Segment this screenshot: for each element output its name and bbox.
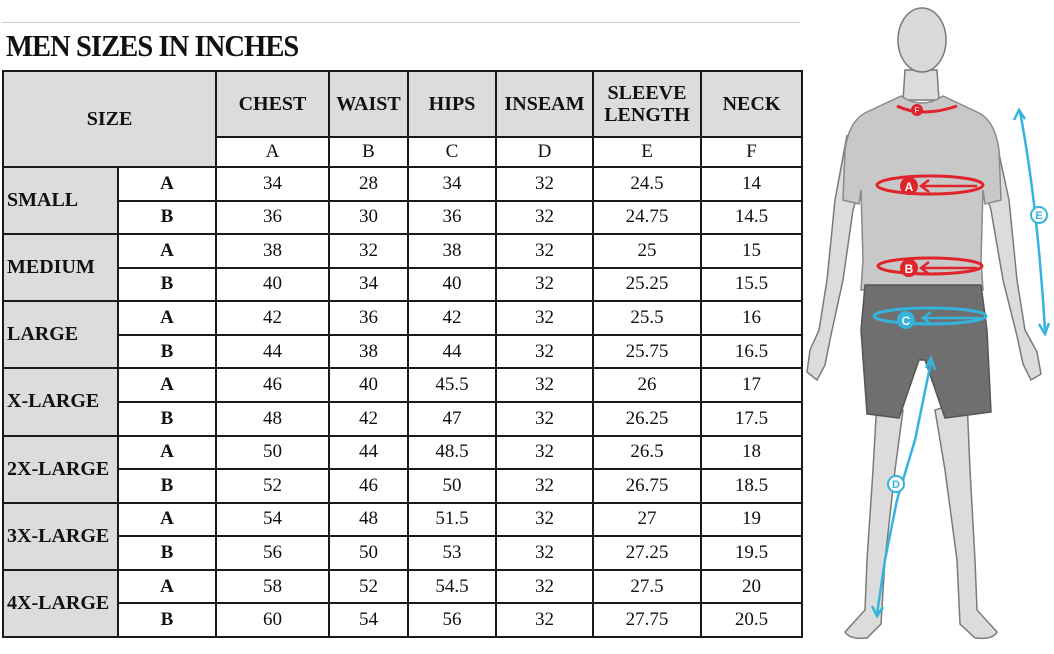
measurement-cell: 25.25 xyxy=(593,268,701,302)
table-row xyxy=(3,234,802,268)
column-header-chest: CHEST xyxy=(216,71,329,137)
measurement-cell: 40 xyxy=(216,268,329,302)
measurement-cell: 15.5 xyxy=(701,268,802,302)
marker-f-label: F xyxy=(914,106,920,115)
measurement-cell: 15 xyxy=(701,234,802,268)
measurement-cell: 32 xyxy=(496,335,593,369)
measurement-cell: 14.5 xyxy=(701,201,802,235)
measurement-cell: 26 xyxy=(593,368,701,402)
measurement-cell: 32 xyxy=(496,503,593,537)
table-row xyxy=(3,469,802,503)
measurement-cell: 52 xyxy=(329,570,408,604)
measurement-cell: 25.75 xyxy=(593,335,701,369)
measurement-cell: 24.5 xyxy=(593,167,701,201)
measurement-cell: 27.5 xyxy=(593,570,701,604)
head xyxy=(898,8,946,72)
measurement-cell: 47 xyxy=(408,402,496,436)
measurement-cell: 36 xyxy=(329,301,408,335)
measurement-cell: 44 xyxy=(216,335,329,369)
measurement-cell: 46 xyxy=(329,469,408,503)
sub-size-label: A xyxy=(118,368,216,402)
size-group-label: LARGE xyxy=(3,301,118,368)
column-letter-a: A xyxy=(216,137,329,167)
sub-size-label: B xyxy=(118,402,216,436)
measurement-cell: 34 xyxy=(216,167,329,201)
marker-a-label: A xyxy=(904,180,914,194)
column-header-waist: WAIST xyxy=(329,71,408,137)
table-row xyxy=(3,603,802,637)
sub-size-label: B xyxy=(118,201,216,235)
measurement-cell: 32 xyxy=(496,201,593,235)
measurement-cell: 38 xyxy=(329,335,408,369)
neck xyxy=(903,70,939,100)
table-row xyxy=(3,201,802,235)
measurement-cell: 32 xyxy=(496,603,593,637)
table-row xyxy=(3,436,802,470)
measurement-cell: 28 xyxy=(329,167,408,201)
table-row xyxy=(3,167,802,201)
measurement-cell: 18 xyxy=(701,436,802,470)
measurement-cell: 18.5 xyxy=(701,469,802,503)
column-header-sleeve-length xyxy=(593,71,701,137)
measurement-cell: 26.5 xyxy=(593,436,701,470)
measurement-cell: 52 xyxy=(216,469,329,503)
measurement-cell: 17.5 xyxy=(701,402,802,436)
column-header-inseam: INSEAM xyxy=(496,71,593,137)
measurement-cell: 32 xyxy=(496,570,593,604)
measurement-cell: 32 xyxy=(329,234,408,268)
sub-size-label: A xyxy=(118,570,216,604)
table-row xyxy=(3,268,802,302)
sleeve-label-line2: LENGTH xyxy=(604,104,690,126)
column-letter-f: F xyxy=(701,137,802,167)
measurement-cell: 48 xyxy=(329,503,408,537)
measurement-cell: 42 xyxy=(408,301,496,335)
sleeve-label-line1: SLEEVE xyxy=(607,82,687,104)
table-row xyxy=(3,503,802,537)
table-row xyxy=(3,335,802,369)
table-row xyxy=(3,570,802,604)
sub-size-label: A xyxy=(118,301,216,335)
table-row xyxy=(3,301,802,335)
measurement-cell: 34 xyxy=(329,268,408,302)
measurement-cell: 48 xyxy=(216,402,329,436)
size-group-label: 4X-LARGE xyxy=(3,570,118,637)
size-group-label: X-LARGE xyxy=(3,368,118,435)
measurement-cell: 32 xyxy=(496,234,593,268)
sub-size-label: B xyxy=(118,335,216,369)
shorts xyxy=(861,285,991,418)
size-group-label: 2X-LARGE xyxy=(3,436,118,503)
right-leg xyxy=(935,400,997,638)
table-row xyxy=(3,536,802,570)
measurement-cell: 30 xyxy=(329,201,408,235)
measurement-cell: 36 xyxy=(216,201,329,235)
sub-size-label: A xyxy=(118,436,216,470)
measurement-cell: 19 xyxy=(701,503,802,537)
column-letter-e: E xyxy=(593,137,701,167)
sub-size-label: B xyxy=(118,603,216,637)
measurement-cell: 20 xyxy=(701,570,802,604)
measurement-cell: 46 xyxy=(216,368,329,402)
measurement-cell: 56 xyxy=(216,536,329,570)
measurement-cell: 26.75 xyxy=(593,469,701,503)
column-header-hips: HIPS xyxy=(408,71,496,137)
measurement-cell: 32 xyxy=(496,402,593,436)
sub-size-label: B xyxy=(118,268,216,302)
size-group-label: SMALL xyxy=(3,167,118,234)
measurement-cell: 40 xyxy=(408,268,496,302)
measurement-cell: 44 xyxy=(329,436,408,470)
column-letter-c: C xyxy=(408,137,496,167)
table-row xyxy=(3,368,802,402)
measurement-cell: 50 xyxy=(329,536,408,570)
measurement-cell: 20.5 xyxy=(701,603,802,637)
column-letter-d: D xyxy=(496,137,593,167)
measurement-cell: 50 xyxy=(216,436,329,470)
measurement-cell: 56 xyxy=(408,603,496,637)
measurement-cell: 44 xyxy=(408,335,496,369)
size-group-label: 3X-LARGE xyxy=(3,503,118,570)
table-row xyxy=(3,402,802,436)
measurement-cell: 34 xyxy=(408,167,496,201)
measurement-cell: 27 xyxy=(593,503,701,537)
measurement-cell: 32 xyxy=(496,301,593,335)
measurement-cell: 42 xyxy=(329,402,408,436)
measurement-cell: 27.25 xyxy=(593,536,701,570)
page-title: MEN SIZES IN INCHES xyxy=(6,28,299,63)
measurement-cell: 14 xyxy=(701,167,802,201)
measurement-cell: 27.75 xyxy=(593,603,701,637)
measurement-cell: 24.75 xyxy=(593,201,701,235)
measurement-cell: 60 xyxy=(216,603,329,637)
measurement-cell: 32 xyxy=(496,536,593,570)
measurement-cell: 19.5 xyxy=(701,536,802,570)
sub-size-label: A xyxy=(118,503,216,537)
measurement-cell: 16 xyxy=(701,301,802,335)
measurement-cell: 32 xyxy=(496,368,593,402)
measurement-cell: 26.25 xyxy=(593,402,701,436)
marker-c-label: C xyxy=(901,314,911,328)
measurement-cell: 25 xyxy=(593,234,701,268)
measurement-cell: 54 xyxy=(216,503,329,537)
measurement-cell: 38 xyxy=(408,234,496,268)
measurement-cell: 42 xyxy=(216,301,329,335)
measurement-cell: 54 xyxy=(329,603,408,637)
measurement-cell: 51.5 xyxy=(408,503,496,537)
measurement-cell: 50 xyxy=(408,469,496,503)
measurement-cell: 54.5 xyxy=(408,570,496,604)
measurement-cell: 32 xyxy=(496,436,593,470)
sub-size-label: B xyxy=(118,469,216,503)
measurement-cell: 38 xyxy=(216,234,329,268)
sub-size-label: B xyxy=(118,536,216,570)
size-header: SIZE xyxy=(3,71,216,167)
measurement-cell: 36 xyxy=(408,201,496,235)
body-measurement-diagram xyxy=(805,0,1054,654)
sub-size-label: A xyxy=(118,234,216,268)
size-table xyxy=(2,70,803,638)
column-header-neck: NECK xyxy=(701,71,802,137)
measurement-cell: 17 xyxy=(701,368,802,402)
sub-size-label: A xyxy=(118,167,216,201)
marker-b-label: B xyxy=(904,262,914,276)
size-group-label: MEDIUM xyxy=(3,234,118,301)
measurement-cell: 40 xyxy=(329,368,408,402)
measurement-cell: 16.5 xyxy=(701,335,802,369)
measurement-cell: 32 xyxy=(496,469,593,503)
marker-e-label: E xyxy=(1035,210,1043,222)
measurement-cell: 48.5 xyxy=(408,436,496,470)
measurement-cell: 53 xyxy=(408,536,496,570)
measurement-cell: 25.5 xyxy=(593,301,701,335)
column-letter-b: B xyxy=(329,137,408,167)
marker-d-label: D xyxy=(892,479,900,491)
measurement-cell: 45.5 xyxy=(408,368,496,402)
measurement-cell: 32 xyxy=(496,167,593,201)
measurement-cell: 58 xyxy=(216,570,329,604)
measurement-cell: 32 xyxy=(496,268,593,302)
